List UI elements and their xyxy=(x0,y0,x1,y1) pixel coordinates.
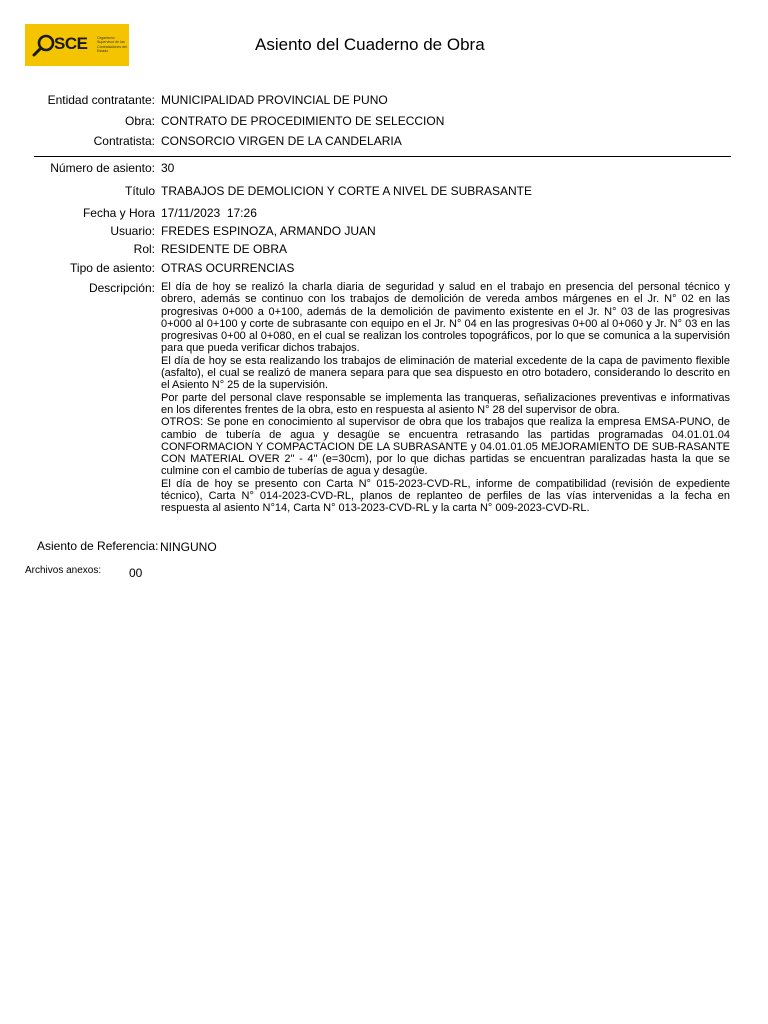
field-label: Entidad contratante: xyxy=(47,93,155,107)
field-label: Usuario: xyxy=(110,224,155,238)
field-label: Número de asiento: xyxy=(50,161,155,175)
description-paragraph: El día de hoy se presento con Carta N° 015-2023-CVD-RL, informe de compatibilidad (revisión de expediente técnico), Carta N° 014-2023-CVD-RL, planos de replanteo de perfiles de las vías intervenidas a la fecha en respuesta al asiento N°14, Carta N° 013-2023-CVD-RL y la carta N° 009-2023-CVD-RL. xyxy=(161,477,730,515)
description-paragraph: El día de hoy se esta realizando los trabajos de eliminación de material excedente de la capa de pavimento flexible (asfalto), el cual se realizó de manera separa para que sea dispuesto en otro botadero, considerando lo descrito en el Asiento N° 25 de la supervisión. xyxy=(161,354,730,392)
logo-subtitle: Organismo Supervisor de las Contrataciones del Estado xyxy=(97,36,127,54)
field-value: CONSORCIO VIRGEN DE LA CANDELARIA xyxy=(161,134,402,148)
description-paragraph: OTROS: Se pone en conocimiento al supervisor de obra que los trabajos que realiza la empresa EMSA-PUNO, de cambio de tubería de agua y desagüe se encuentra retrasando las partidas programadas 04.01.01.04 CONFORMACION Y COMPACTACION DE LA SUBRASANTE y 04.01.01.05 MEJORAMIENTO DE SUB-RASANTE CON MATERIAL OVER 2" - 4" (e=30cm), por lo que dichas partidas se encuentran paralizadas hasta la que se culmine con el cambio de tuberías de agua y desagüe. xyxy=(161,416,730,478)
field-label: Tipo de asiento: xyxy=(70,261,155,275)
field-value: MUNICIPALIDAD PROVINCIAL DE PUNO xyxy=(161,93,388,107)
field-value: RESIDENTE DE OBRA xyxy=(161,242,288,256)
description-text xyxy=(161,281,730,515)
field-label: Rol: xyxy=(133,242,155,256)
field-label: Obra: xyxy=(124,114,155,128)
page-title: Asiento del Cuaderno de Obra xyxy=(255,35,485,54)
reference-label: Asiento de Referencia: xyxy=(37,539,159,553)
attachments-value: 00 xyxy=(129,566,143,580)
field-label: Descripción: xyxy=(88,281,155,295)
divider xyxy=(34,156,731,157)
field-value: CONTRATO DE PROCEDIMIENTO DE SELECCION xyxy=(161,114,445,128)
description-paragraph: El día de hoy se realizó la charla diaria de seguridad y salud en el trabajo en presencia del personal técnico y obrero, además se continuo con los trabajos de demolición de vereda ambos márgenes en el Jr. N° 02 en las progresivas 0+000 a 0+100, además de la demolición de pavimento existente en el Jr. N° 03 de las progresivas 0+000 al 0+100 y corte de subrasante con equipo en el Jr. N° 04 en las progresivas 0+00 al 0+060 y Jr. N° 03 en las progresivas 0+00 al 0+080, en el cual se realizan los controles topográficos, por lo que se comunica a la supervisión para que pueda verificar dichos trabajos. xyxy=(161,281,730,355)
field-value: TRABAJOS DE DEMOLICION Y CORTE A NIVEL DE SUBRASANTE xyxy=(161,184,532,198)
field-value: 17/11/2023 17:26 xyxy=(161,206,257,220)
logo-text: SCE xyxy=(54,34,88,53)
field-value: OTRAS OCURRENCIAS xyxy=(161,261,295,275)
field-label: Contratista: xyxy=(93,134,155,148)
field-value: FREDES ESPINOZA, ARMANDO JUAN xyxy=(161,224,376,238)
field-value: 30 xyxy=(161,161,175,175)
field-label: Fecha y Hora xyxy=(82,206,155,220)
description-paragraph: Por parte del personal clave responsable se implementa las tranqueras, señalizaciones preventivas e informativas en los diferentes frentes de la obra, esto en respuesta al asiento N° 28 del supervisor de obra. xyxy=(161,391,730,416)
attachments-label: Archivos anexos: xyxy=(25,565,102,576)
reference-value: NINGUNO xyxy=(160,540,217,554)
osce-logo xyxy=(25,24,129,66)
field-label: Título xyxy=(124,184,155,198)
